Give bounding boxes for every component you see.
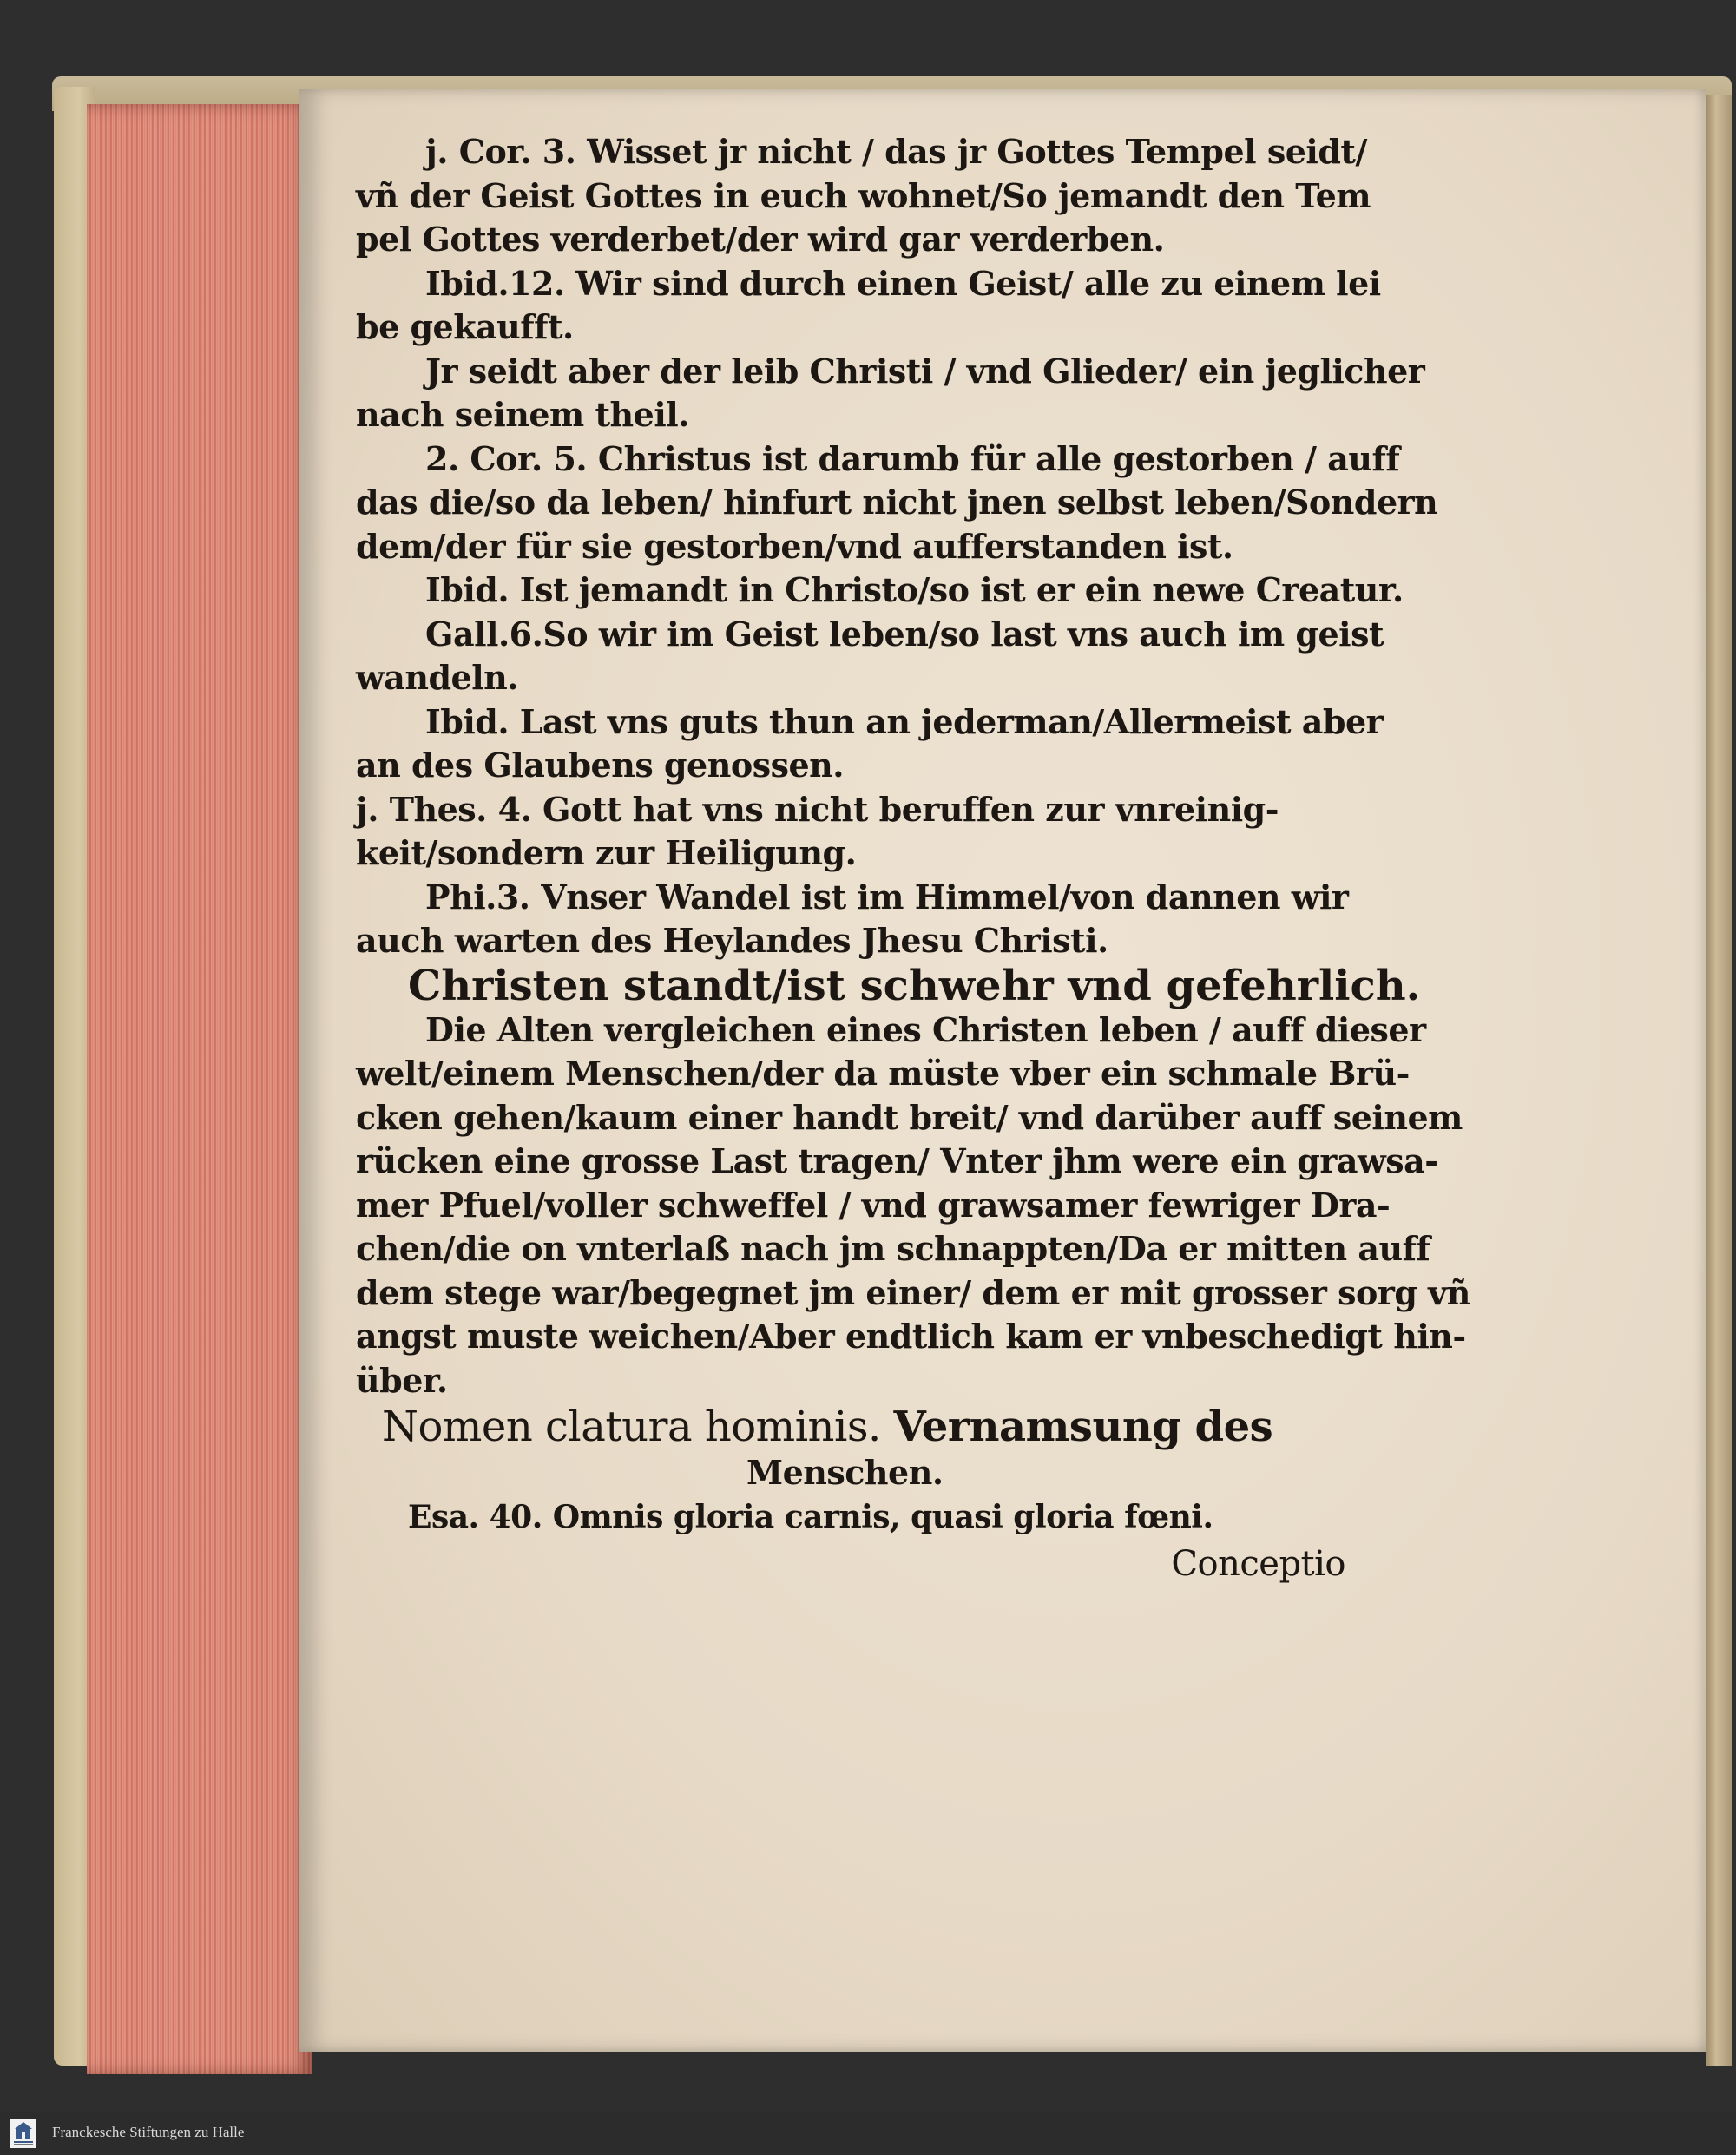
scripture-quote: Esa. 40. Omnis gloria carnis, quasi gloria fœni. <box>408 1499 1213 1535</box>
section-heading: Christen standt/ist schwehr vnd gefehrlich. <box>408 961 1421 1010</box>
text-line: j. Thes. 4. Gott hat vns nicht beruffen zur vnreinig- <box>356 789 1279 829</box>
page-text <box>356 130 1470 1588</box>
paragraph-line: chen/die on vnterlaß nach jm schnappten/Da er mitten auff <box>356 1229 1430 1268</box>
text-line: pel Gottes verderbet/der wird gar verderben. <box>356 220 1165 259</box>
text-line: be gekaufft. <box>356 307 574 346</box>
text-line: dem/der für sie gestorben/vnd aufferstanden ist. <box>356 526 1233 566</box>
text-line: an des Glaubens genossen. <box>356 746 845 785</box>
text-line: Ibid. Ist jemandt in Christo/so ist er ein newe Creatur. <box>425 570 1404 609</box>
facing-page-edge <box>1706 95 1732 2066</box>
paragraph-line: cken gehen/kaum einer handt breit/ vnd darüber auff seinem <box>356 1097 1463 1137</box>
text-line: 2. Cor. 5. Christus ist darumb für alle gestorben / auff <box>425 438 1400 478</box>
paragraph-line: angst muste weichen/Aber endtlich kam er vnbeschedigt hin- <box>356 1317 1466 1356</box>
nomenclature-heading <box>356 1403 1371 1451</box>
text-line: vñ der Geist Gottes in euch wohnet/So jemandt den Tem <box>356 175 1371 215</box>
text-line: Phi.3. Vnser Wandel ist im Himmel/von dannen wir <box>425 877 1349 917</box>
paragraph-line: welt/einem Menschen/der da müste vber ein schmale Brü- <box>356 1054 1410 1093</box>
paragraph-line: Die Alten vergleichen eines Christen leben / auff dieser <box>425 1009 1426 1049</box>
text-line: keit/sondern zur Heiligung. <box>356 833 857 872</box>
german-heading-continuation: Menschen. <box>746 1453 944 1492</box>
paragraph-line: über. <box>356 1360 448 1400</box>
text-line: das die/so da leben/ hinfurt nicht jnen selbst leben/Sondern <box>356 483 1438 522</box>
institution-name: Franckesche Stiftungen zu Halle <box>52 2124 245 2140</box>
paragraph-line: rücken eine grosse Last tragen/ Vnter jhm were ein grawsa- <box>356 1141 1438 1180</box>
foundation-building-icon <box>10 2119 36 2148</box>
catchword: Conceptio <box>1171 1544 1345 1584</box>
german-heading: Vernamsung des <box>893 1403 1273 1451</box>
red-page-edges <box>87 104 312 2074</box>
text-line: j. Cor. 3. Wisset jr nicht / das jr Gottes Tempel seidt/ <box>425 132 1367 171</box>
paragraph-line: mer Pfuel/voller schweffel / vnd grawsamer fewriger Dra- <box>356 1185 1391 1225</box>
text-line: Ibid.12. Wir sind durch einen Geist/ alle zu einem lei <box>425 263 1381 303</box>
text-line: Ibid. Last vns guts thun an jederman/Allermeist aber <box>425 701 1384 741</box>
text-line: Jr seidt aber der leib Christi / vnd Glieder/ ein jeglicher <box>425 351 1425 391</box>
paragraph-line: dem stege war/begegnet jm einer/ dem er mit grosser sorg vñ <box>356 1272 1470 1312</box>
latin-heading: Nomen clatura hominis. <box>382 1403 881 1451</box>
text-line: auch warten des Heylandes Jhesu Christi. <box>356 921 1108 960</box>
viewer-footer <box>0 2112 1736 2155</box>
text-line: wandeln. <box>356 658 519 697</box>
text-line: nach seinem theil. <box>356 395 689 434</box>
text-line: Gall.6.So wir im Geist leben/so last vns auch im geist <box>425 614 1384 654</box>
